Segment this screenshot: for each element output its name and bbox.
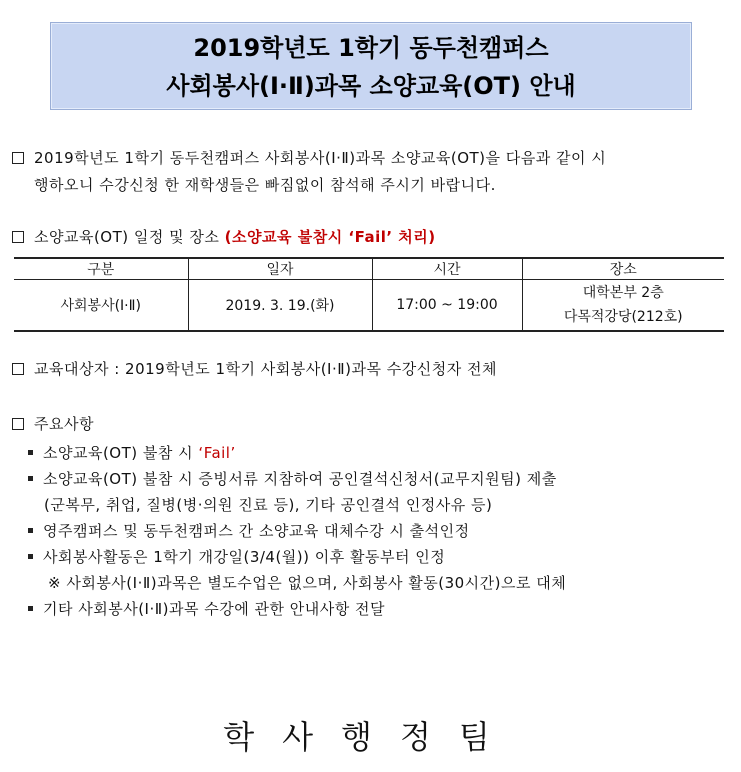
title-line-2: 사회봉사(Ⅰ·Ⅱ)과목 소양교육(OT) 안내 bbox=[166, 72, 576, 100]
cell-category: 사회봉사(Ⅰ·Ⅱ) bbox=[60, 298, 141, 314]
item-text: 소양교육(OT) 불참 시 bbox=[43, 444, 199, 462]
bullet-icon bbox=[28, 450, 33, 455]
target-line bbox=[12, 358, 497, 379]
place-line-1: 대학본부 2층 bbox=[582, 285, 664, 301]
intro-line-2: 행하오니 수강신청 한 재학생들은 빠짐없이 참석해 주시기 바랍니다. bbox=[34, 176, 496, 194]
schedule-heading-text: 소양교육(OT) 일정 및 장소 bbox=[34, 228, 225, 246]
title-banner bbox=[50, 22, 692, 110]
checkbox-bullet-icon bbox=[12, 231, 24, 243]
bullet-icon bbox=[28, 554, 33, 559]
list-item bbox=[28, 440, 566, 466]
list-item bbox=[28, 544, 566, 570]
item-text: 기타 사회봉사(Ⅰ·Ⅱ)과목 수강에 관한 안내사항 전달 bbox=[43, 600, 385, 618]
schedule-warning: (소양교육 불참시 ‘Fail’ 처리) bbox=[224, 228, 436, 246]
notes-list bbox=[28, 440, 566, 622]
checkbox-bullet-icon bbox=[12, 363, 24, 375]
intro-paragraph bbox=[12, 145, 727, 199]
title-line-1: 2019학년도 1학기 동두천캠퍼스 bbox=[193, 34, 549, 62]
table-header-row bbox=[14, 258, 724, 280]
cell-date: 2019. 3. 19.(화) bbox=[188, 280, 372, 332]
item-note: ※ 사회봉사(Ⅰ·Ⅱ)과목은 별도수업은 없으며, 사회봉사 활동(30시간)으로 대체 bbox=[48, 574, 567, 592]
item-text: 사회봉사활동은 1학기 개강일(3/4(월)) 이후 활동부터 인정 bbox=[43, 548, 446, 566]
checkbox-bullet-icon bbox=[12, 418, 24, 430]
table-row bbox=[14, 280, 724, 332]
schedule-table bbox=[14, 257, 724, 332]
bullet-icon bbox=[28, 606, 33, 611]
checkbox-bullet-icon bbox=[12, 152, 24, 164]
cell-place bbox=[522, 280, 724, 332]
target-text: 교육대상자 : 2019학년도 1학기 사회봉사(Ⅰ·Ⅱ)과목 수강신청자 전체 bbox=[34, 360, 497, 378]
item-continuation: (군복무, 취업, 질병(병·의원 진료 등), 기타 공인결석 인정사유 등) bbox=[44, 496, 493, 514]
department-signature: 학사행정팀 bbox=[223, 718, 518, 756]
notes-heading bbox=[12, 413, 94, 434]
column-header: 장소 bbox=[522, 258, 724, 280]
item-text: 영주캠퍼스 및 동두천캠퍼스 간 소양교육 대체수강 시 출석인정 bbox=[43, 522, 470, 540]
notes-heading-text: 주요사항 bbox=[34, 415, 94, 433]
column-header: 시간 bbox=[372, 258, 522, 280]
bullet-icon bbox=[28, 528, 33, 533]
list-item bbox=[28, 466, 566, 492]
list-item bbox=[28, 596, 566, 622]
column-header: 일자 bbox=[188, 258, 372, 280]
schedule-heading bbox=[12, 226, 436, 247]
bullet-icon bbox=[28, 476, 33, 481]
cell-time: 17:00 ~ 19:00 bbox=[372, 280, 522, 332]
place-line-2: 다목적강당(212호) bbox=[563, 309, 683, 325]
fail-text: ‘Fail’ bbox=[198, 444, 236, 462]
intro-line-1: 2019학년도 1학기 동두천캠퍼스 사회봉사(Ⅰ·Ⅱ)과목 소양교육(OT)을 다음과 같이 시 bbox=[34, 149, 607, 167]
list-item bbox=[28, 518, 566, 544]
item-text: 소양교육(OT) 불참 시 증빙서류 지참하여 공인결석신청서(교무지원팀) 제출 bbox=[43, 470, 557, 488]
column-header: 구분 bbox=[14, 258, 188, 280]
